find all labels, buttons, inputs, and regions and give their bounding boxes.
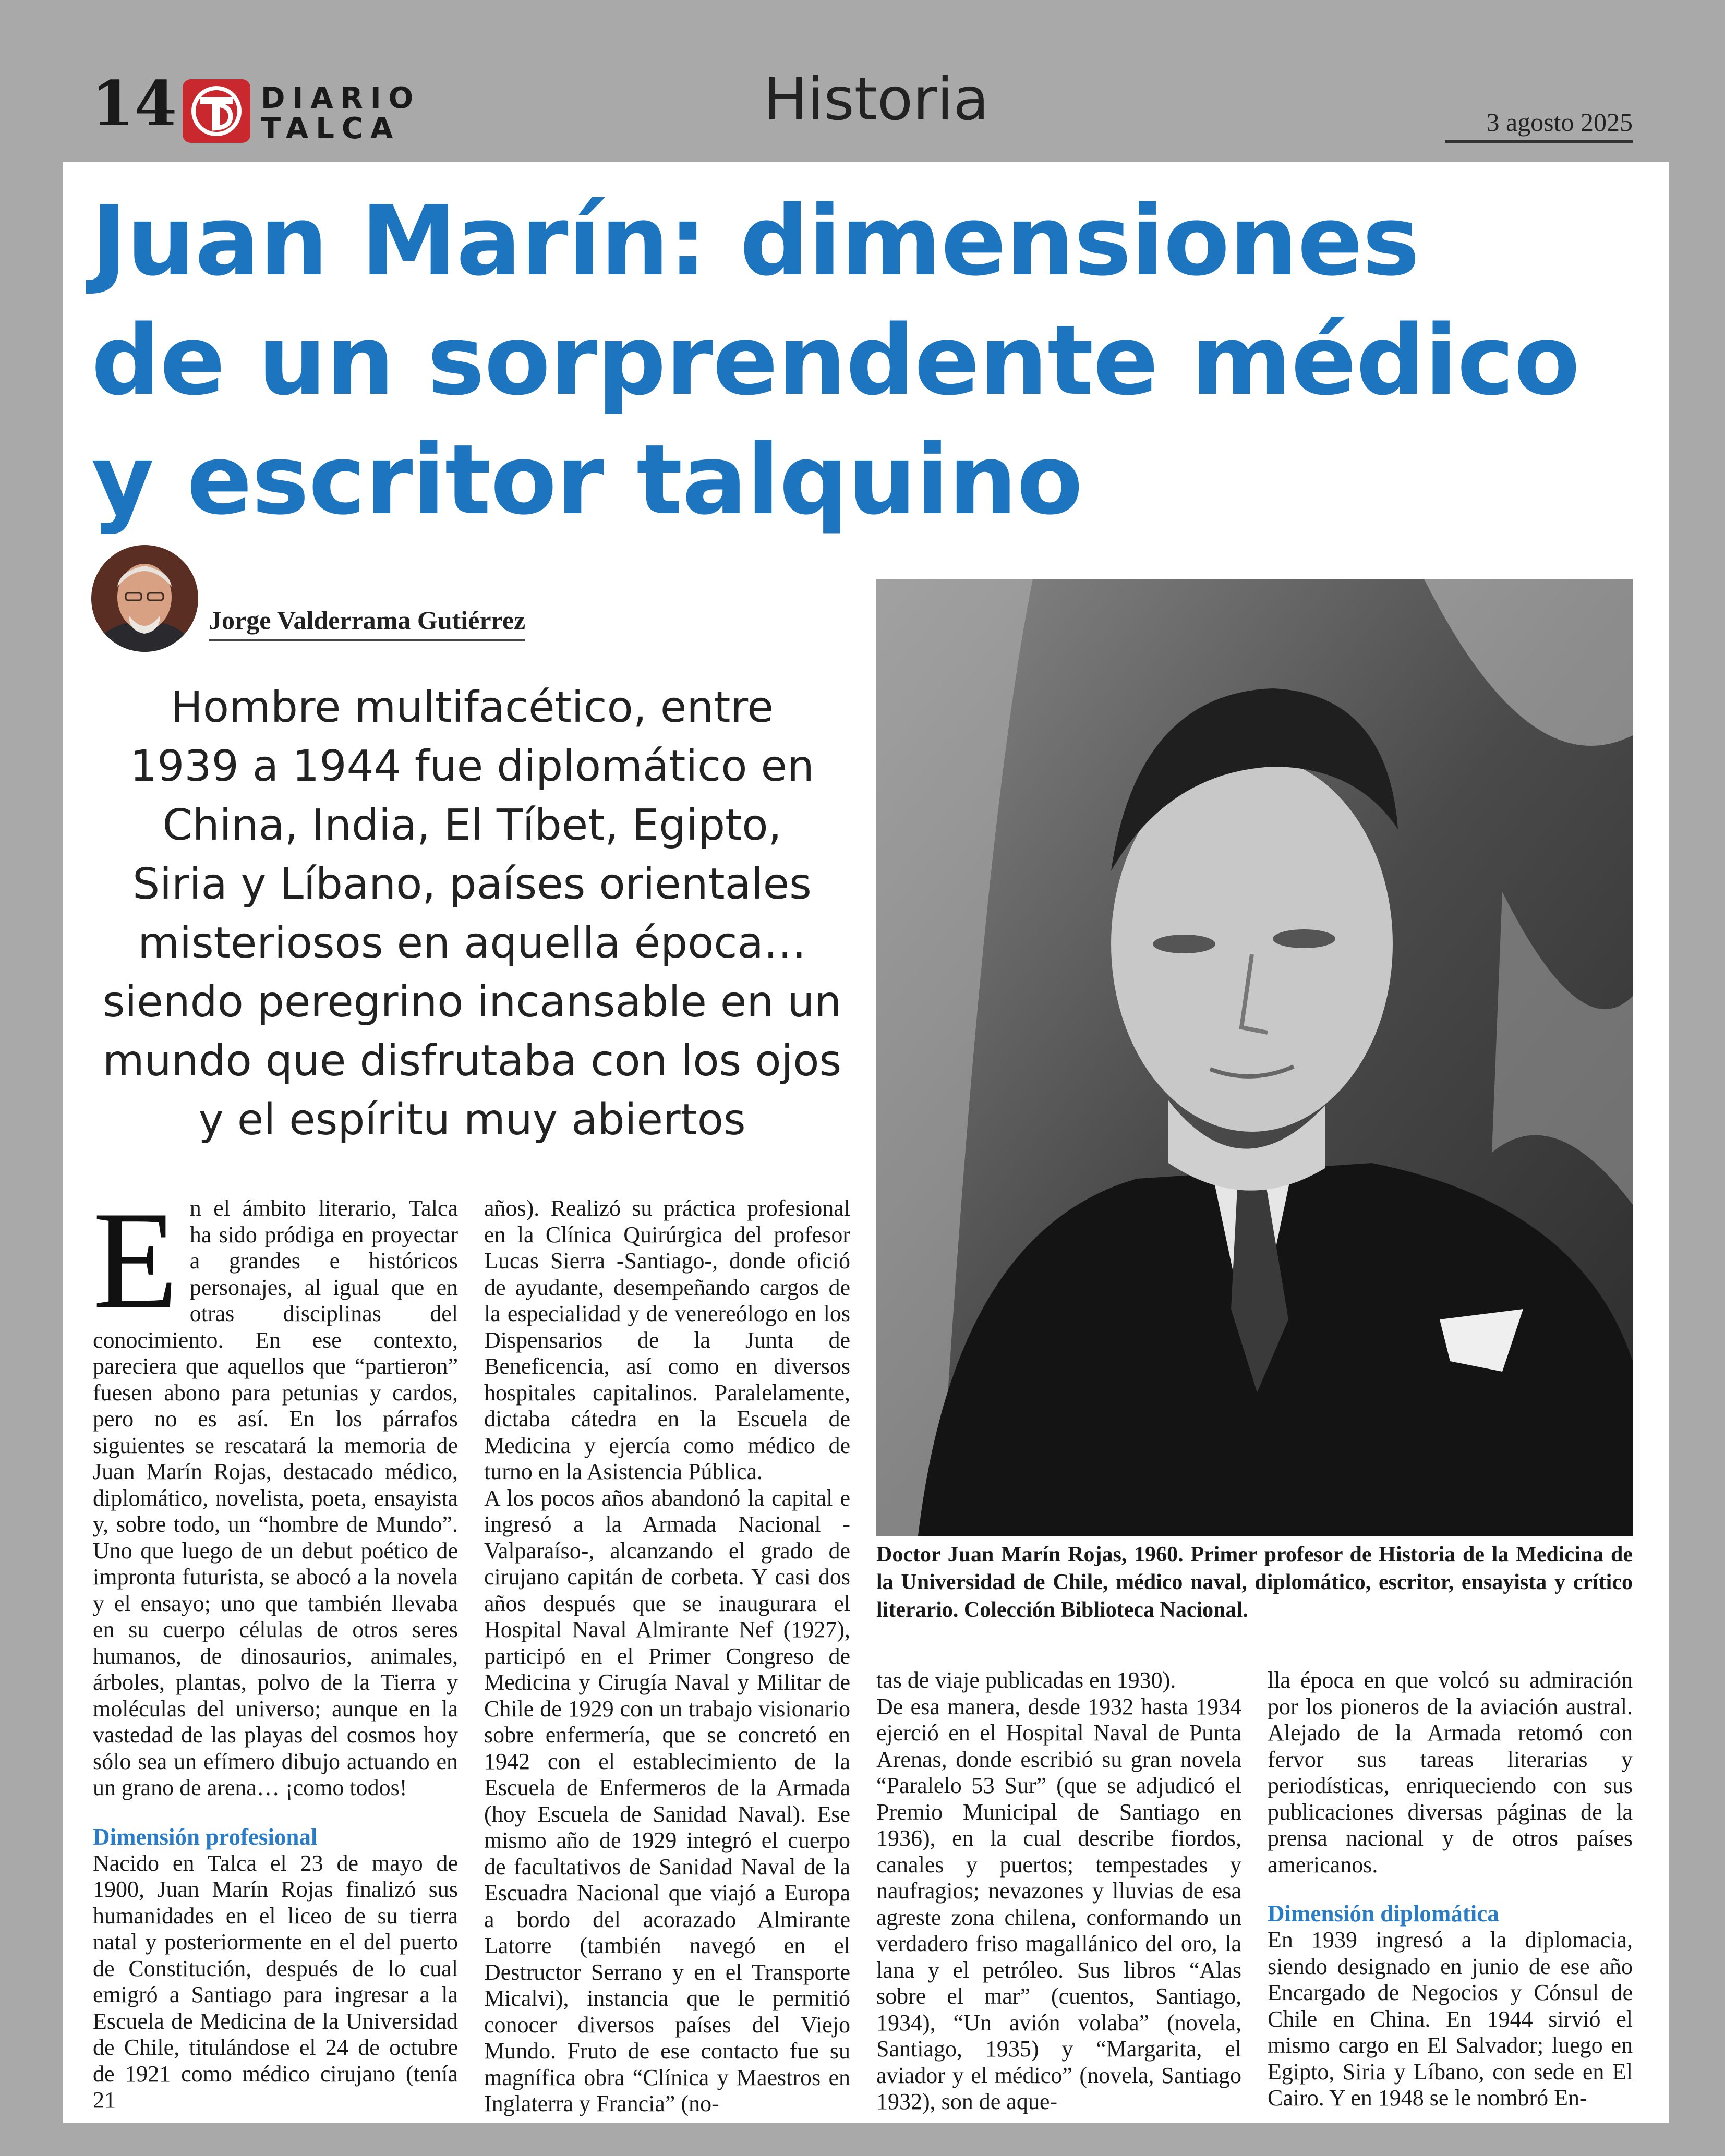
article-headline: [91, 181, 1630, 540]
diario-talca-logo-icon: [183, 79, 250, 143]
paragraph: De esa manera, desde 1932 hasta 1934 ejerció en el Hospital Naval de Punta Arenas, donde escribió su gran novela “Paralelo 53 Sur” (que se adjudicó el Premio Municipal de Santiago en 1936), en la cual describe fiordos, canales y puertos; tempestades y naufragios; nevazones y lluvias de esa agreste zona chilena, conformando un verdadero friso magallánico del oro, la lana y el petróleo. Sus libros “Alas sobre el mar” (cuentos, Santiago, 1934), “Un avión volaba” (novela, Santiago, 1935) y “Margarita, el aviador y el médico” (novela, Santiago 1932), son de aque-: [876, 1693, 1241, 2114]
paragraph: [93, 1182, 458, 1801]
headline-line: Juan Marín: dimensiones: [91, 185, 1419, 297]
paragraph: En 1939 ingresó a la diplomacia, siendo designado en junio de ese año Encargado de Negocios y Cónsul de Chile en China. En 1944 sirvió el mismo cargo en El Salvador; luego en Egipto, Siria y Líbano, con sede en El Cairo. Y en 1948 se le nombró En-: [1268, 1927, 1633, 2111]
deck-line: Siria y Líbano, países orientales: [132, 859, 812, 909]
paragraph: lla época en que volcó su admiración por los pioneros de la aviación austral. Alejado de la Armada retomó con fervor sus tareas literarias y periodísticas, enriqueciendo con sus publicaciones diversas páginas de la prensa nacional y de otros países americanos.: [1268, 1667, 1633, 1878]
brand-line-2: TALCA: [261, 112, 401, 146]
headline-line: de un sorprendente médico: [91, 304, 1580, 417]
deck-line: y el espíritu muy abiertos: [198, 1095, 746, 1145]
deck-line: misteriosos en aquella época…: [138, 918, 806, 968]
paragraph: años). Realizó su práctica profesional en la Clínica Quirúrgica del profesor Lucas Sierra -Santiago-, donde ofició de ayudante, desempeñando cargos de la especialidad y de venereólogo en los Dispensarios de la Junta de Beneficencia, así como en diversos hospitales capitalinos. Paralelamente, dictaba cátedra en la Escuela de Medicina y ejercía como médico de turno en la Asistencia Pública.: [484, 1195, 850, 1484]
article-column-4: [1268, 1667, 1633, 2112]
deck-line: mundo que disfrutaba con los ojos: [102, 1036, 842, 1086]
drop-cap: E: [93, 1182, 178, 1337]
section-title: Historia: [764, 66, 989, 134]
subheading: Dimensión diplomática: [1268, 1900, 1499, 1927]
deck-line: siendo peregrino incansable en un: [102, 977, 842, 1027]
paragraph: A los pocos años abandonó la capital e ingresó a la Armada Nacional -Valparaíso-, alcanzando el grado de cirujano capitán de corbeta. Y casi dos años después que se inaugurara el Hospital Naval Almirante Nef (1927), participó en el Primer Congreso de Medicina y Cirugía Naval y Militar de Chile de 1929 con un trabajo visionario sobre enfermería, que se concretó en 1942 con el establecimiento de la Escuela de Enfermeros de la Armada (hoy Escuela de Sanidad Naval). Ese mismo año de 1929 integró el cuerpo de facultativos de Sanidad Naval de la Escuadra Nacional que viajó a Europa a bordo del acorazado Almirante Latorre (también navegó en el Destructor Serrano y en el Transporte Micalvi), instancia que le permitió conocer diversos países del Viejo Mundo. Fruto de ese contacto fue su magnífica obra “Clínica y Maestros en Inglaterra y Francia” (no-: [484, 1485, 850, 2116]
brand-line-1: DIARIO: [261, 81, 421, 115]
page-number: 14: [91, 67, 177, 140]
author-avatar: [91, 545, 198, 652]
deck-line: Hombre multifacético, entre: [171, 683, 774, 732]
article-column-2: [484, 1195, 850, 2117]
subheading: Dimensión profesional: [93, 1823, 318, 1850]
deck-line: 1939 a 1944 fue diplomático en: [130, 742, 814, 791]
deck-line: China, India, El Tíbet, Egipto,: [162, 801, 782, 850]
paragraph-text: n el ámbito literario, Talca ha sido pródiga en proyectar a grandes e históricos personajes, al igual que en otras disciplinas del conocimiento. En ese contexto, pareciera que aquellos que “partieron” fuesen abono para petunias y cardos, pero no es así. En los párrafos siguientes se rescatará la memoria de Juan Marín Rojas, destacado médico, diplomático, novelista, poeta, ensayista y, sobre todo, un “hombre de Mundo”. Uno que luego de un debut poético de impronta futurista, se abocó a la novela y el ensayo; uno que también llevaba en su cuerpo células de otros seres humanos, de dinosaurios, animales, árboles, plantas, polvo de la Tierra y moléculas del universo; aunque en la vastedad de las playas del cosmos hoy sólo sea un efímero dibujo actuando en un grano de arena… ¡como todos!: [93, 1195, 458, 1800]
portrait-photo: [876, 579, 1633, 1536]
article-deck: [89, 678, 855, 1149]
photo-caption: Doctor Juan Marín Rojas, 1960. Primer profesor de Historia de la Medicina de la Universidad de Chile, médico naval, diplomático, escritor, ensayista y crítico literario. Colección Biblioteca Nacional.: [876, 1543, 1633, 1622]
brand-name: [261, 83, 420, 144]
paragraph: tas de viaje publicadas en 1930).: [876, 1667, 1176, 1693]
paragraph: Nacido en Talca el 23 de mayo de 1900, Juan Marín Rojas finalizó sus humanidades en el liceo de su tierra natal y posteriormente en el del puerto de Constitución, después de lo cual emigró a Santiago para ingresar a la Escuela de Medicina de la Universidad de Chile, titulándose el 24 de octubre de 1921 como médico cirujano (tenía 21: [93, 1850, 458, 2113]
headline-line: y escritor talquino: [91, 423, 1083, 536]
issue-date: 3 agosto 2025: [1445, 107, 1633, 143]
author-byline: Jorge Valderrama Gutiérrez: [209, 605, 525, 641]
article-column-3: [876, 1667, 1241, 2115]
article-column-1: [93, 1182, 458, 2114]
